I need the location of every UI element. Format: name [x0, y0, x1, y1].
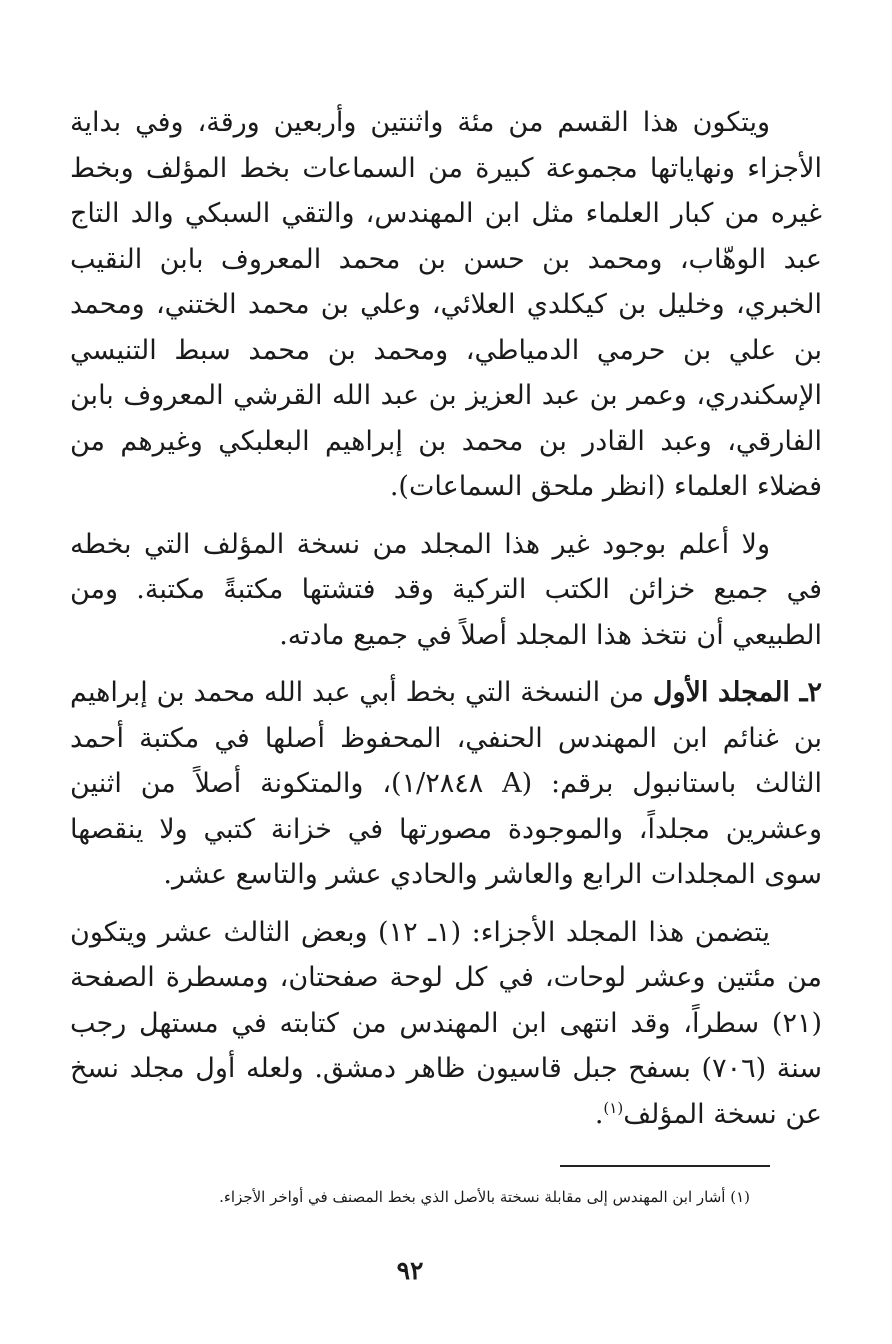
paragraph-3	[70, 670, 822, 898]
paragraph-2: ولا أعلم بوجود غير هذا المجلد من نسخة المؤلف التي بخطه في جميع خزائن الكتب التركية وقد فتشتها مكتبةً مكتبة. ومن الطبيعي أن نتخذ هذا المجلد أصلاً في جميع مادته.	[70, 528, 822, 651]
footnote: (١) أشار ابن المهندس إلى مقابلة نسختة بالأصل الذي بخط المصنف في أواخر الأجزاء.	[219, 1188, 750, 1206]
paragraph-3-text: من النسخة التي بخط أبي عبد الله محمد بن إبراهيم بن غنائم ابن المهندس الحنفي، المحفوظ أصلها في مكتبة أحمد الثالث باستانبول برقم: (A ١/٢٨٤٨)، والمتكونة أصلاً من اثنين وعشرين مجلداً، والموجودة مصورتها في خزانة كتبي ولا ينقصها سوى المجلدات الرابع والعاشر والحادي عشر والتاسع عشر.	[70, 677, 822, 890]
footnote-divider	[560, 1165, 770, 1167]
paragraph-4	[70, 910, 822, 1138]
paragraph-4-end: .	[594, 1098, 604, 1130]
paragraph-1: ويتكون هذا القسم من مئة واثنتين وأربعين ورقة، وفي بداية الأجزاء ونهاياتها مجموعة كبيرة من السماعات بخط المؤلف وبخط غيره من كبار العلماء مثل ابن المهندس، والتقي السبكي والد التاج عبد الوهّاب، ومحمد بن حسن بن محمد المعروف بابن النقيب الخبري، وخليل بن كيكلدي العلائي، وعلي بن محمد الختني، ومحمد بن علي بن حرمي الدمياطي، ومحمد بن محمد سبط التنيسي الإسكندري، وعمر بن عبد العزيز بن عبد الله القرشي المعروف بابن الفارقي، وعبد القادر بن محمد بن إبراهيم البعلبكي وغيرهم من فضلاء العلماء (انظر ملحق السماعات).	[70, 107, 822, 502]
section-heading: ٢ـ المجلد الأول	[652, 677, 822, 708]
main-text	[70, 100, 822, 1149]
paragraph-4-text: يتضمن هذا المجلد الأجزاء: (١ـ ١٢) وبعض الثالث عشر ويتكون من مئتين وعشر لوحات، في كل لوحة صفحتان، ومسطرة الصفحة (٢١) سطراً، وقد انتهى ابن المهندس من كتابته في مستهل رجب سنة (٧٠٦) بسفح جبل قاسيون ظاهر دمشق. ولعله أول مجلد نسخ عن نسخة المؤلف	[70, 916, 822, 1130]
page-number: ٩٢	[396, 1256, 424, 1285]
footnote-reference[interactable]: (١)	[603, 1098, 624, 1117]
